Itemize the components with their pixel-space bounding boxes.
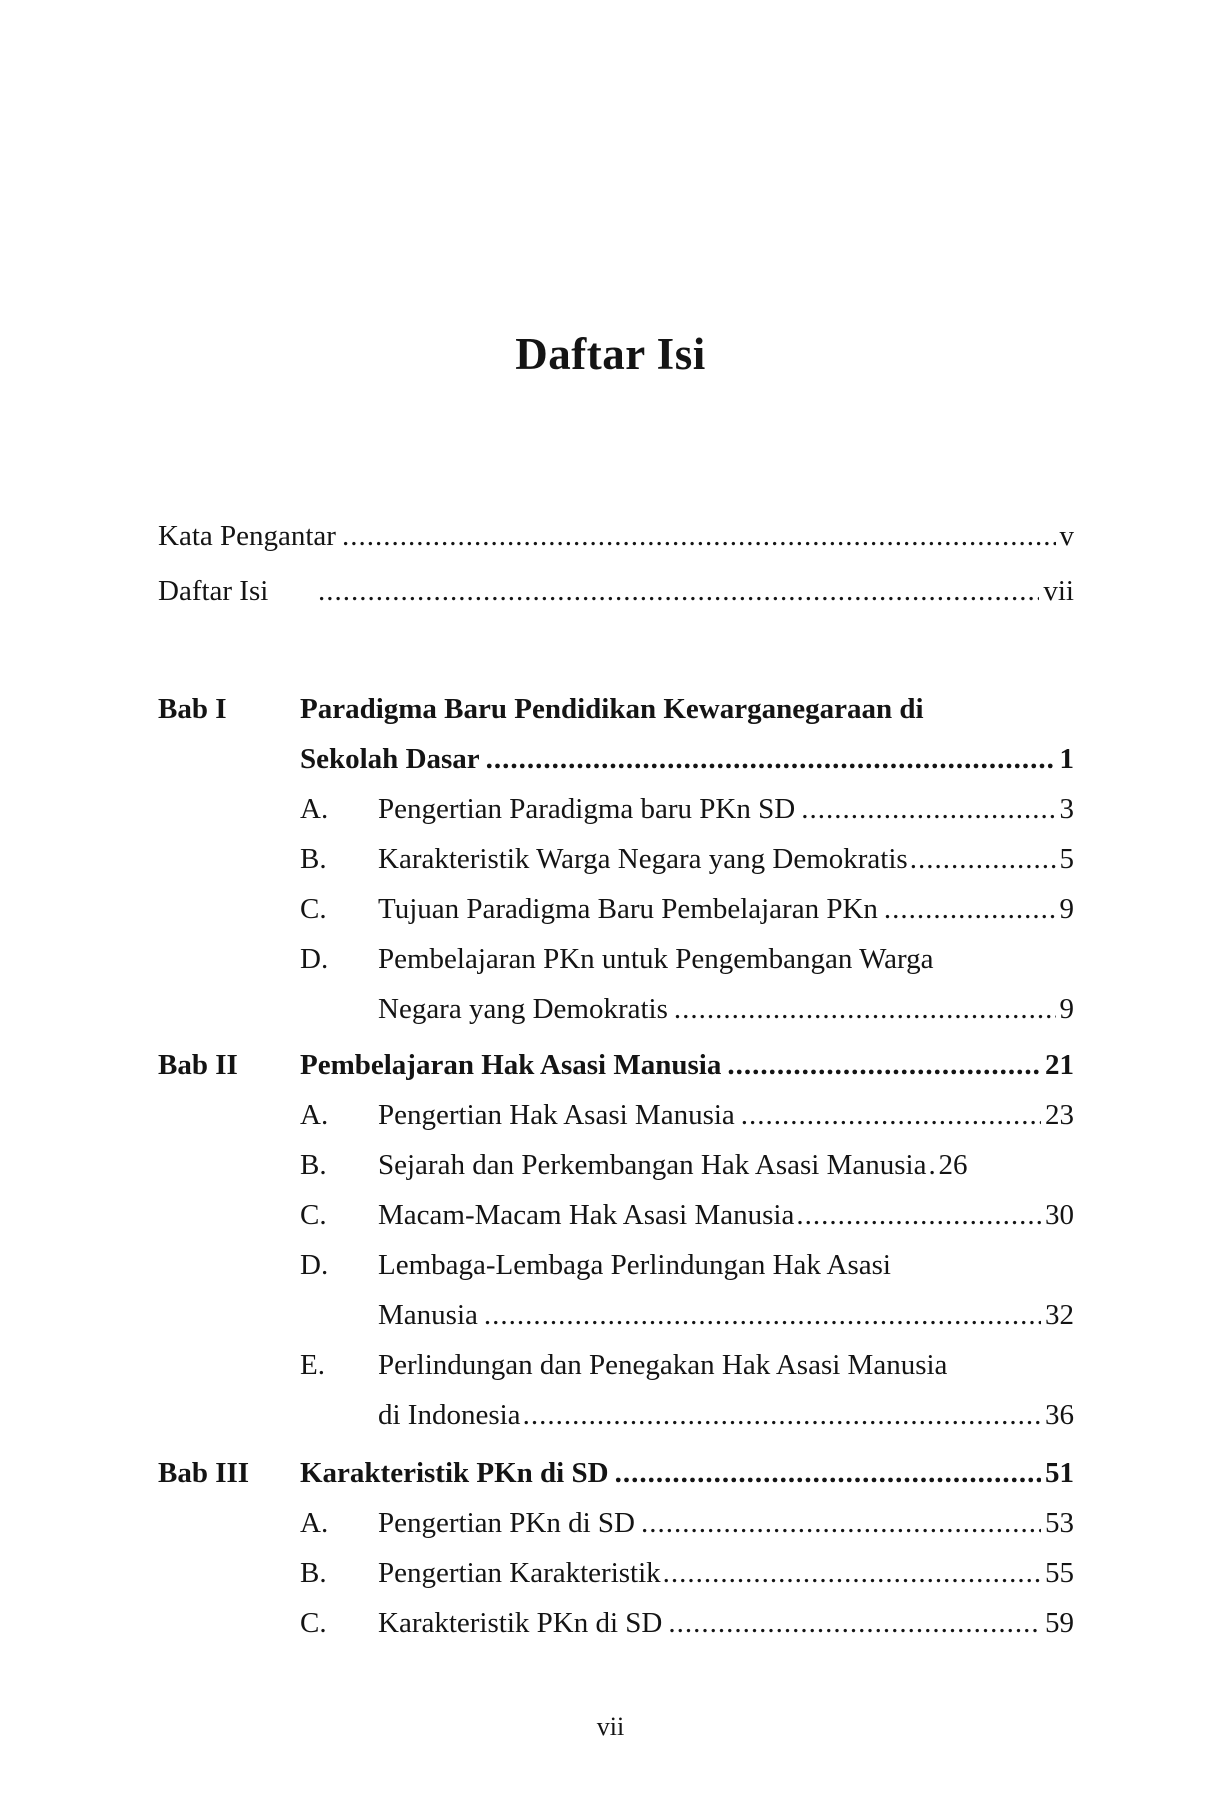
dot-leader <box>910 841 1056 877</box>
toc-page-number: 51 <box>1045 1457 1074 1489</box>
toc-page-number: 9 <box>1059 993 1074 1025</box>
toc-page-number: 1 <box>1059 743 1074 775</box>
section-letter: C. <box>300 1199 327 1231</box>
toc-page-number: 21 <box>1045 1049 1074 1081</box>
toc-page-number: 9 <box>1059 893 1074 925</box>
dot-leader <box>796 1197 1041 1233</box>
toc-entry-daftar-isi[interactable] <box>318 573 1074 609</box>
toc-section-entry[interactable] <box>378 1505 1074 1541</box>
chapter-title-line[interactable]: Paradigma Baru Pendidikan Kewarganegaraan di <box>300 693 924 725</box>
toc-page-number: 5 <box>1059 843 1074 875</box>
toc-page-number: 3 <box>1059 793 1074 825</box>
dot-leader <box>641 1505 1041 1541</box>
toc-section-entry[interactable] <box>378 1097 1074 1133</box>
section-letter: B. <box>300 1149 327 1181</box>
section-title: Pengertian Karakteristik <box>378 1557 661 1589</box>
dot-leader <box>342 518 1056 554</box>
section-title: Karakteristik Warga Negara yang Demokratis <box>378 843 908 875</box>
chapter-title: Pembelajaran Hak Asasi Manusia <box>300 1049 722 1081</box>
dot-leader <box>663 1555 1041 1591</box>
dot-leader <box>668 1605 1041 1641</box>
section-title: Pengertian Paradigma baru PKn SD <box>378 793 796 825</box>
section-letter: E. <box>300 1349 325 1381</box>
section-title-line[interactable]: Perlindungan dan Penegakan Hak Asasi Manusia <box>378 1349 948 1381</box>
section-title-line: di Indonesia <box>378 1399 521 1431</box>
section-title-line[interactable]: Pembelajaran PKn untuk Pengembangan Warga <box>378 943 934 975</box>
toc-chapter-entry[interactable] <box>300 1047 1074 1083</box>
toc-entry-label: Kata Pengantar <box>158 520 336 552</box>
toc-entry-label[interactable]: Daftar Isi <box>158 575 269 607</box>
toc-page-number: 26 <box>938 1149 968 1181</box>
chapter-label: Bab III <box>158 1457 250 1489</box>
toc-page-number: 36 <box>1045 1399 1074 1431</box>
section-title: Pengertian Hak Asasi Manusia <box>378 1099 735 1131</box>
section-title-line: Negara yang Demokratis <box>378 993 668 1025</box>
toc-page-number: 59 <box>1045 1607 1074 1639</box>
page-title: Daftar Isi <box>515 329 706 379</box>
dot-leader <box>727 1047 1041 1083</box>
toc-page-number: 30 <box>1045 1199 1074 1231</box>
chapter-label: Bab I <box>158 693 227 725</box>
chapter-label: Bab II <box>158 1049 238 1081</box>
dot-leader <box>928 1147 936 1183</box>
dot-leader <box>484 1297 1041 1333</box>
section-title-line[interactable]: Lembaga-Lembaga Perlindungan Hak Asasi <box>378 1249 891 1281</box>
toc-section-entry[interactable] <box>378 991 1074 1027</box>
toc-chapter-entry[interactable] <box>300 1455 1074 1491</box>
section-letter: C. <box>300 1607 327 1639</box>
chapter-title: Karakteristik PKn di SD <box>300 1457 609 1489</box>
section-letter: B. <box>300 1557 327 1589</box>
toc-page-number: 53 <box>1045 1507 1074 1539</box>
dot-leader <box>674 991 1056 1027</box>
dot-leader <box>801 791 1055 827</box>
toc-page-number: 55 <box>1045 1557 1074 1589</box>
toc-page-number: 32 <box>1045 1299 1074 1331</box>
toc-section-entry[interactable] <box>378 1297 1074 1333</box>
toc-section-entry[interactable] <box>378 1397 1074 1433</box>
section-letter: B. <box>300 843 327 875</box>
toc-page-number: v <box>1059 520 1074 552</box>
section-letter: C. <box>300 893 327 925</box>
dot-leader <box>523 1397 1041 1433</box>
toc-section-entry[interactable] <box>378 891 1074 927</box>
section-title: Pengertian PKn di SD <box>378 1507 635 1539</box>
toc-section-entry[interactable] <box>378 1147 1074 1183</box>
section-letter: D. <box>300 943 329 975</box>
page-number-footer: vii <box>596 1712 625 1741</box>
dot-leader <box>741 1097 1041 1133</box>
toc-section-entry[interactable] <box>378 1555 1074 1591</box>
toc-chapter-entry[interactable] <box>300 741 1074 777</box>
section-letter: A. <box>300 1099 329 1131</box>
section-title: Tujuan Paradigma Baru Pembelajaran PKn <box>378 893 878 925</box>
dot-leader <box>318 573 1039 609</box>
toc-page-number: 23 <box>1045 1099 1074 1131</box>
section-letter: D. <box>300 1249 329 1281</box>
toc-page-number: vii <box>1043 575 1074 607</box>
section-letter: A. <box>300 1507 329 1539</box>
section-letter: A. <box>300 793 329 825</box>
toc-section-entry[interactable] <box>378 1197 1074 1233</box>
toc-section-entry[interactable] <box>378 791 1074 827</box>
toc-section-entry[interactable] <box>378 841 1074 877</box>
chapter-title-line: Sekolah Dasar <box>300 743 480 775</box>
dot-leader <box>486 741 1056 777</box>
dot-leader <box>884 891 1056 927</box>
section-title-line: Manusia <box>378 1299 478 1331</box>
toc-section-entry[interactable] <box>378 1605 1074 1641</box>
toc-entry-kata-pengantar[interactable] <box>158 518 1074 554</box>
section-title: Sejarah dan Perkembangan Hak Asasi Manusia <box>378 1149 927 1181</box>
dot-leader <box>615 1455 1041 1491</box>
section-title: Macam-Macam Hak Asasi Manusia <box>378 1199 795 1231</box>
section-title: Karakteristik PKn di SD <box>378 1607 663 1639</box>
